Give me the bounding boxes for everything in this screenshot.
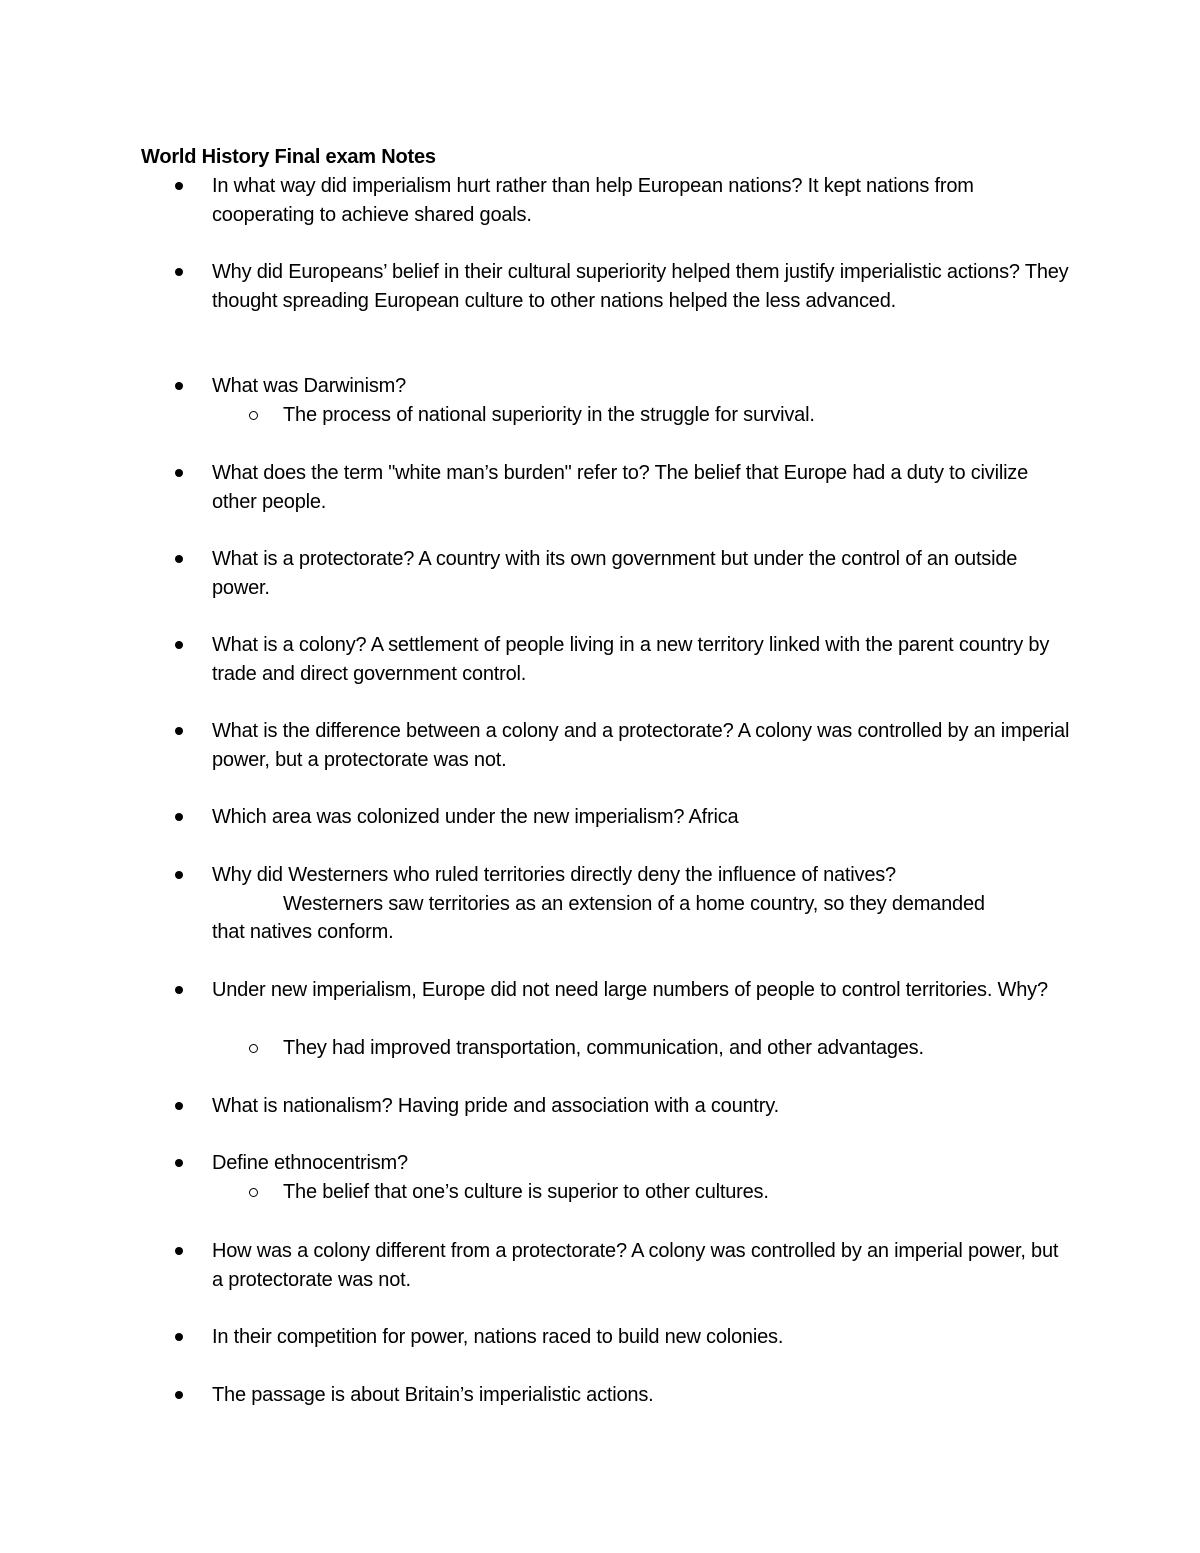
bullet-item-competition: In their competition for power, nations raced to build new colonies.: [212, 1323, 1072, 1352]
sub-item-ethnocentrism-answer: The belief that one’s culture is superior to other cultures.: [283, 1178, 1083, 1207]
bullet-item-westerners-question: Why did Westerners who ruled territories directly deny the influence of natives?: [212, 864, 896, 886]
document-title: World History Final exam Notes: [141, 146, 436, 168]
bullet-item-darwinism: What was Darwinism?: [212, 372, 1072, 401]
bullet-item-westerners-answer-line1: Westerners saw territories as an extension of a home country, so they demanded: [283, 892, 985, 915]
bullet-item-passage: The passage is about Britain’s imperialistic actions.: [212, 1381, 1072, 1410]
bullet-item-nationalism: What is nationalism? Having pride and association with a country.: [212, 1092, 1072, 1121]
bullet-item-colony: What is a colony? A settlement of people living in a new territory linked with the parent country by trade and direct government control.: [212, 631, 1072, 688]
bullet-item-colony-vs-protectorate: What is the difference between a colony and a protectorate? A colony was controlled by an imperial power, but a protectorate was not.: [212, 717, 1072, 774]
bullet-item-westerners: [212, 861, 1072, 947]
bullet-item-imperialism-hurt: In what way did imperialism hurt rather than help European nations? It kept nations from cooperating to achieve shared goals.: [212, 172, 1072, 229]
bullet-item-africa: Which area was colonized under the new imperialism? Africa: [212, 803, 1072, 832]
bullet-item-colony-different: How was a colony different from a protectorate? A colony was controlled by an imperial power, but a protectorate was not.: [212, 1237, 1072, 1294]
bullet-item-new-imperialism: Under new imperialism, Europe did not need large numbers of people to control territories. Why?: [212, 976, 1072, 1005]
bullet-item-westerners-answer-line2: that natives conform.: [212, 921, 394, 944]
sub-item-darwinism-answer: The process of national superiority in the struggle for survival.: [283, 401, 1083, 430]
bullet-item-cultural-superiority: Why did Europeans’ belief in their cultural superiority helped them justify imperialistic actions? They thought spreading European culture to other nations helped the less advanced.: [212, 258, 1072, 315]
bullet-item-white-mans-burden: What does the term "white man’s burden" refer to? The belief that Europe had a duty to civilize other people.: [212, 459, 1072, 516]
bullet-item-ethnocentrism: Define ethnocentrism?: [212, 1149, 1072, 1178]
sub-item-new-imperialism-answer: They had improved transportation, communication, and other advantages.: [283, 1034, 1083, 1063]
bullet-item-protectorate: What is a protectorate? A country with its own government but under the control of an outside power.: [212, 545, 1072, 602]
